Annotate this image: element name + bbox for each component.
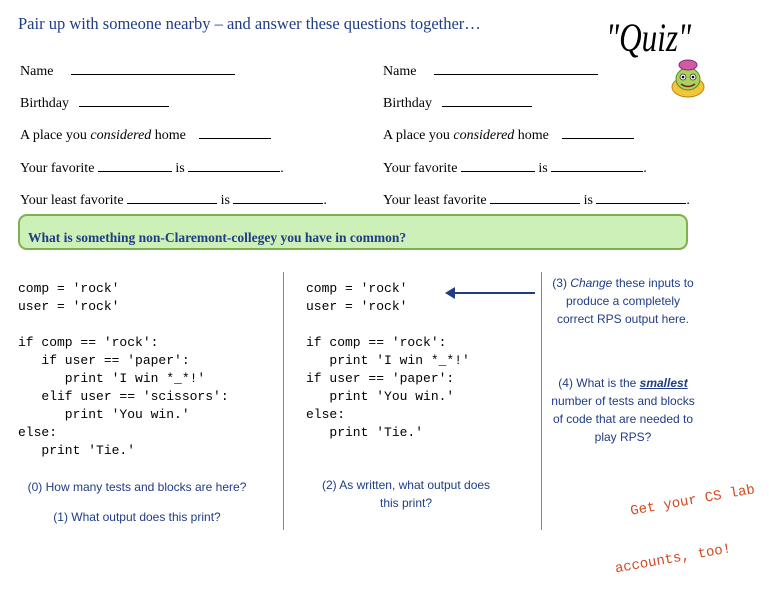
code-block-middle: comp = 'rock' user = 'rock' if comp == 'rock': print 'I win *_*!' if user == 'paper': print 'You win.' else: print 'Tie.' xyxy=(306,281,470,440)
question-4-prefix: (4) What is the xyxy=(558,376,640,390)
left-place-blank[interactable] xyxy=(199,126,271,139)
right-least-is: is xyxy=(583,193,593,208)
right-favorite-blank-2[interactable] xyxy=(551,159,643,172)
question-4 xyxy=(546,374,700,446)
cs-lab-promo-line-1: Get your CS lab xyxy=(604,482,757,525)
left-least-is: is xyxy=(220,193,230,208)
cs-lab-promo xyxy=(598,446,769,596)
quiz-label: "Quiz" xyxy=(606,15,692,60)
left-favorite-blank-1[interactable] xyxy=(98,159,172,172)
left-favorite-field[interactable]: Your favorite is . xyxy=(20,161,284,176)
left-birthday-field[interactable] xyxy=(20,94,169,112)
left-favorite-blank-2[interactable] xyxy=(188,159,280,172)
right-favorite-blank-1[interactable] xyxy=(461,159,535,172)
right-place-post: home xyxy=(514,128,549,143)
left-name-blank[interactable] xyxy=(71,62,235,75)
left-least-label: Your least favorite xyxy=(20,193,124,208)
right-place-blank[interactable] xyxy=(562,126,634,139)
right-name-label: Name xyxy=(383,64,417,79)
question-3-rest: these inputs to produce a completely correct RPS output here. xyxy=(556,276,694,326)
right-favorite-label: Your favorite xyxy=(383,161,458,176)
question-3 xyxy=(546,274,700,328)
column-divider-left xyxy=(283,272,284,530)
right-favorite-field[interactable]: Your favorite is . xyxy=(383,161,647,176)
right-least-field[interactable]: Your least favorite is . xyxy=(383,193,690,208)
left-place-field[interactable] xyxy=(20,126,271,144)
question-1: (1) What output does this print? xyxy=(53,510,221,524)
question-4-rest: number of tests and blocks of code that are needed to play RPS? xyxy=(551,394,695,444)
column-divider-right xyxy=(541,272,542,530)
question-4-em: smallest xyxy=(639,376,688,390)
left-name-label: Name xyxy=(20,64,54,79)
code-block-left: comp = 'rock' user = 'rock' if comp == 'rock': if user == 'paper': print 'I win *_*!' elif user == 'scissors': print 'You win.' else: print 'Tie.' xyxy=(18,281,229,458)
question-3-prefix: (3) xyxy=(552,276,571,290)
right-favorite-is: is xyxy=(538,161,548,176)
right-place-field[interactable] xyxy=(383,126,634,144)
left-place-pre: A place you xyxy=(20,128,91,143)
arrow-line xyxy=(450,292,535,294)
question-3-em: Change xyxy=(570,276,613,290)
common-question-banner xyxy=(18,214,688,250)
common-question-text: What is something non-Claremont-collegey you have in common? xyxy=(28,230,407,245)
right-name-blank[interactable] xyxy=(434,62,598,75)
left-birthday-blank[interactable] xyxy=(79,94,169,107)
right-birthday-label: Birthday xyxy=(383,96,432,111)
question-0: (0) How many tests and blocks are here? xyxy=(27,480,247,494)
left-place-em: considered xyxy=(90,128,152,143)
right-birthday-blank[interactable] xyxy=(442,94,532,107)
left-least-blank-2[interactable] xyxy=(233,191,323,204)
left-birthday-label: Birthday xyxy=(20,96,69,111)
left-least-blank-1[interactable] xyxy=(127,191,217,204)
right-birthday-field[interactable] xyxy=(383,94,532,112)
right-least-blank-1[interactable] xyxy=(490,191,580,204)
right-place-pre: A place you xyxy=(383,128,454,143)
left-favorite-is: is xyxy=(175,161,185,176)
right-place-em: considered xyxy=(453,128,515,143)
arrow-left-icon xyxy=(445,287,455,299)
left-name-field[interactable] xyxy=(20,62,235,80)
right-least-label: Your least favorite xyxy=(383,193,487,208)
left-least-field[interactable]: Your least favorite is . xyxy=(20,193,327,208)
right-name-field[interactable] xyxy=(383,62,598,80)
cs-lab-promo-line-2: accounts, too! xyxy=(613,541,733,578)
left-favorite-label: Your favorite xyxy=(20,161,95,176)
smiley-with-party-hat-icon xyxy=(666,55,710,99)
page-title: Pair up with someone nearby – and answer these questions together… xyxy=(18,14,481,33)
left-place-post: home xyxy=(151,128,186,143)
question-2: (2) As written, what output does this print? xyxy=(321,478,491,510)
right-least-blank-2[interactable] xyxy=(596,191,686,204)
